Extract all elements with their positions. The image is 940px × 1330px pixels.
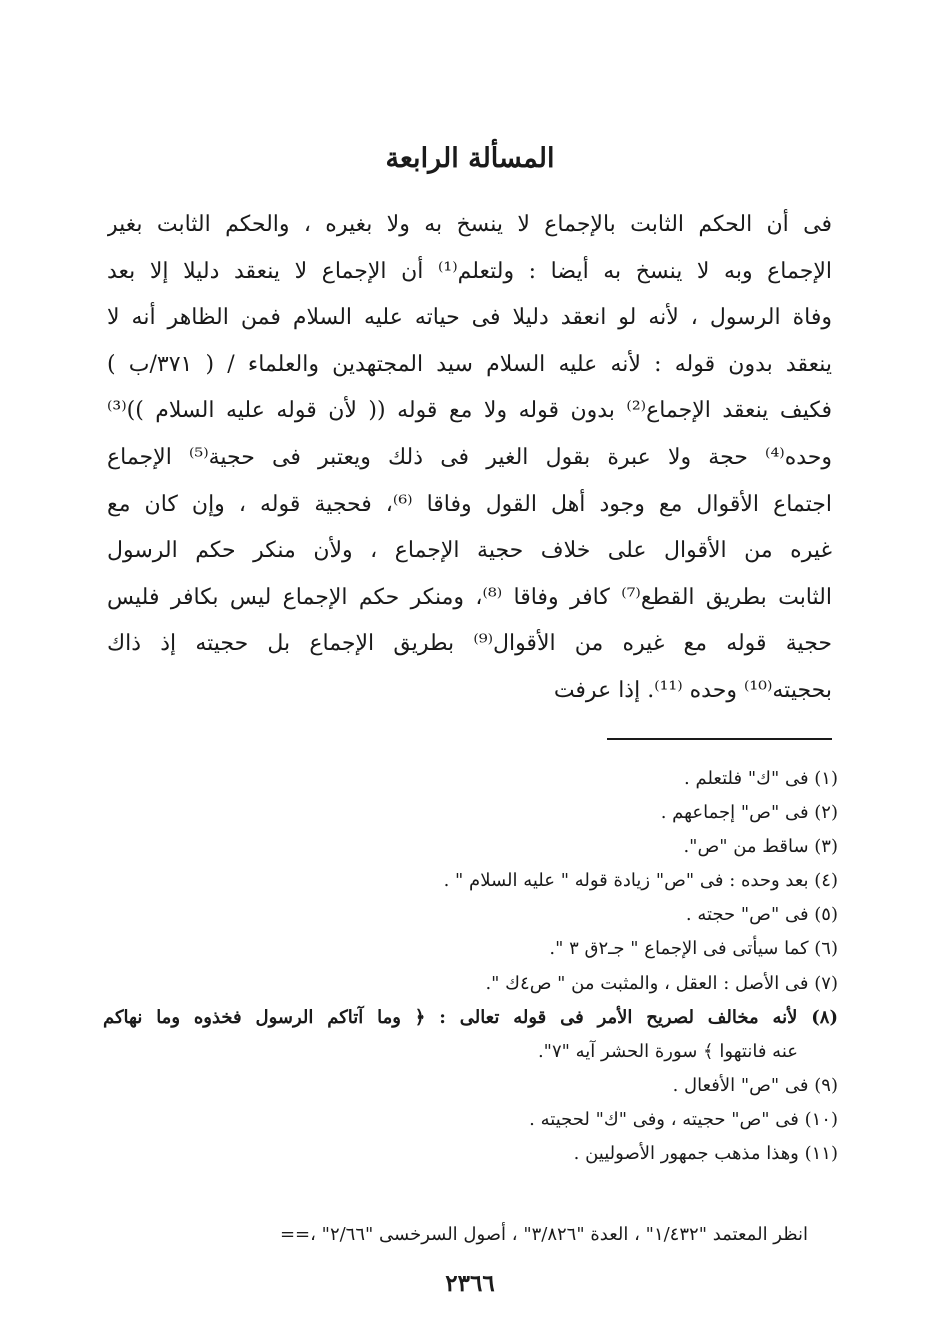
body-line: وفاة الرسول ، لأنه لو انعقد دليلا فى حياته عليه السلام فمن الظاهر أنه لا [107,305,832,331]
references-line: انظر المعتمد "١/٤٣٢" ، العدة "٣/٨٢٦" ، أصول السرخسى "٢/٦٦" ،== [279,1224,808,1245]
body-line: وحده⁽⁴⁾ حجة ولا عبرة بقول الغير فى ذلك ويعتبر فى حجية⁽⁵⁾ الإجماع [107,444,832,470]
footnote: (٦) كما سيأتى فى الإجماع " جـ٢ق ٣ ". [549,938,838,960]
body-line: اجتماع الأقوال مع وجود أهل القول وفاقا ⁽⁶⁾، فحجية قوله ، وإن كان مع [107,491,832,517]
body-line: فى أن الحكم الثابت بالإجماع لا ينسخ به ولا بغيره ، والحكم الثابت بغير [107,212,832,237]
footnote: (٥) فى "ص" حجته . [685,904,838,926]
footnote: (١) فى "ك" فلتعلم . [684,768,838,789]
footnote: (٢) فى "ص" إجماعهم . [660,802,838,824]
body-line: حجية قوله مع غيره من الأقوال⁽⁹⁾ بطريق الإجماع بل حجيته إذ ذاك [107,631,832,657]
page-number: ٢٣٦٦ [445,1270,495,1297]
body-line: ينعقد بدون قوله : لأنه عليه السلام سيد المجتهدين والعلماء / ( ٣٧١/ب ) [107,351,832,377]
body-line: غيره من الأقوال على خلاف حجية الإجماع ، ولأن منكر حكم الرسول [107,538,832,564]
footnote-continuation: عنه فانتهوا ﴾ سورة الحشر آيه "٧". [537,1040,798,1062]
main-text [107,202,832,715]
footnote: (٨) لأنه مخالف لصريح الأمر فى قوله تعالى : ﴿ وما آتاكم الرسول فخذوه وما نهاكم [103,1006,838,1028]
footnote-separator [607,738,832,740]
body-line: الإجماع وبه لا ينسخ به أيضا : ولتعلم⁽¹⁾ أن الإجماع لا ينعقد دليلا إلا بعد [107,258,832,284]
body-line: بحجيته⁽¹⁰⁾ وحده ⁽¹¹⁾. إذا عرفت [553,677,832,703]
body-line: فكيف ينعقد الإجماع⁽²⁾ بدون قوله ولا مع قوله (( لأن قوله عليه السلام ))⁽³⁾ [107,398,832,424]
section-heading: المسألة الرابعة [385,143,555,174]
footnote: (٣) ساقط من "ص". [683,836,838,858]
footnote: (١٠) فى "ص" حجيته ، وفى "ك" لحجيته . [529,1108,838,1130]
footnotes [103,762,838,1171]
footnote: (٤) بعد وحده : فى "ص" زيادة قوله " عليه السلام " . [443,870,838,892]
footnote: (١١) وهذا مذهب جمهور الأصوليين . [573,1143,838,1165]
footnote: (٩) فى "ص" الأفعال . [672,1074,838,1096]
body-line: الثابت بطريق القطع⁽⁷⁾ كافر وفاقا ⁽⁸⁾، ومنكر حكم الإجماع ليس بكافر فليس [107,584,832,610]
footnote: (٧) فى الأصل : العقل ، والمثبت من " ص٤ك ". [485,972,838,994]
